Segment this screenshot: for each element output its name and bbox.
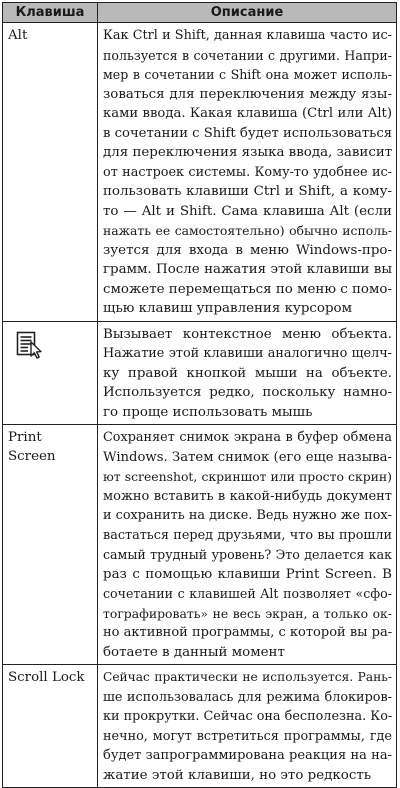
description-cell-context-menu [98, 321, 397, 425]
description-line: можно вставить в какой-нибудь документ [103, 488, 392, 504]
description-line: мер в сочетании с Shift она может исполь- [103, 67, 392, 82]
key-cell-alt: Alt [3, 23, 98, 322]
description-line: Windows. Затем снимок (его еще называ- [103, 449, 392, 465]
description-line: сочетании с клавишей Alt позволяет «сфо- [103, 586, 392, 601]
description-line: го проще использовать мышь [103, 404, 313, 420]
description-line: ше использовалась для режима блокиров- [103, 689, 392, 705]
description-cell-print-screen [98, 425, 397, 665]
description-line: жатие этой клавиши, но это редкость [103, 767, 372, 783]
table-row-context-menu [3, 321, 397, 425]
table-row-scroll-lock [3, 665, 397, 788]
description-line: Сохраняет снимок экрана в буфер обмена [103, 430, 392, 445]
description-line: для переключения языка ввода, зависит [103, 145, 393, 160]
key-cell-context-menu [3, 321, 98, 425]
key-label-line: Screen [8, 449, 56, 464]
key-label-line: Print [8, 430, 42, 445]
key-cell-print-screen [3, 425, 98, 665]
keyboard-keys-table [2, 2, 397, 788]
description-line: раз с помощью клавиши Print Screen. В [103, 566, 392, 582]
description-line: ками ввода. Какая клавиша (Ctrl или Alt) [103, 106, 392, 121]
description-line: ют screenshot, скриншот или просто скрин) [103, 469, 392, 484]
description-line: тографировать» не весь экран, а только ок- [103, 605, 392, 621]
description-line: и сохранить на диске. Ведь нужно же пох- [103, 508, 392, 523]
table-header-row [3, 3, 397, 23]
description-line: в сочетании с Shift будет использоваться [103, 125, 393, 141]
description-line: зоваться для переключения между язы- [103, 86, 392, 102]
description-line: нечно, могут встретиться программы, где [103, 728, 392, 744]
keyboard-keys-table-container [2, 2, 397, 788]
description-line: но активной программы, с которой вы ра- [103, 625, 393, 640]
description-line: ку правой кнопкой мыши на объекте. [103, 365, 392, 381]
description-line: Используется редко, поскольку намно- [103, 385, 392, 400]
description-cell-scroll-lock [98, 665, 397, 788]
description-line: будет запрограммирована реакция на на- [103, 748, 392, 763]
description-line: грамм. После нажатия этой клавиши вы [103, 262, 392, 277]
description-line: пользовать клавиши Ctrl и Shift, а кому- [103, 184, 392, 199]
description-line: зуется для входа в меню Windows-про- [103, 242, 392, 258]
description-line: щью клавиш управления курсором [103, 301, 352, 316]
description-line: ботаете в данный момент [103, 644, 285, 660]
description-line: Нажатие этой клавиши аналогично щелч- [103, 346, 392, 361]
description-line: ки прокрутки. Сейчас она бесполезна. Ко- [103, 709, 393, 724]
description-line: нажать ее самостоятельно) обычно исполь- [103, 223, 392, 238]
header-description: Описание [98, 3, 397, 23]
description-line: Сейчас практически не используется. Рань- [103, 670, 392, 684]
description-line: то — Alt и Shift. Сама клавиша Alt (если [103, 203, 392, 219]
description-line: самый трудный уровень? Это делается как [103, 547, 392, 562]
description-line: Как Ctrl и Shift, данная клавиша часто ис- [103, 28, 392, 43]
description-cell-alt [98, 23, 397, 322]
description-line: пользуется в сочетании с другими. Напри- [103, 47, 392, 63]
description-line: вастаться перед друзьями, что вы прошли [103, 527, 392, 543]
context-menu-key-icon [16, 331, 46, 365]
header-key: Клавиша [3, 3, 98, 23]
description-line: от настроек системы. Кому-то удобнее ис- [103, 164, 392, 180]
table-row-print-screen [3, 425, 397, 665]
description-line: сможете перемещаться по меню с помо- [103, 281, 392, 297]
table-row-alt [3, 23, 397, 322]
description-line: Вызывает контекстное меню объекта. [103, 326, 392, 342]
key-cell-scroll-lock: Scroll Lock [3, 665, 98, 788]
